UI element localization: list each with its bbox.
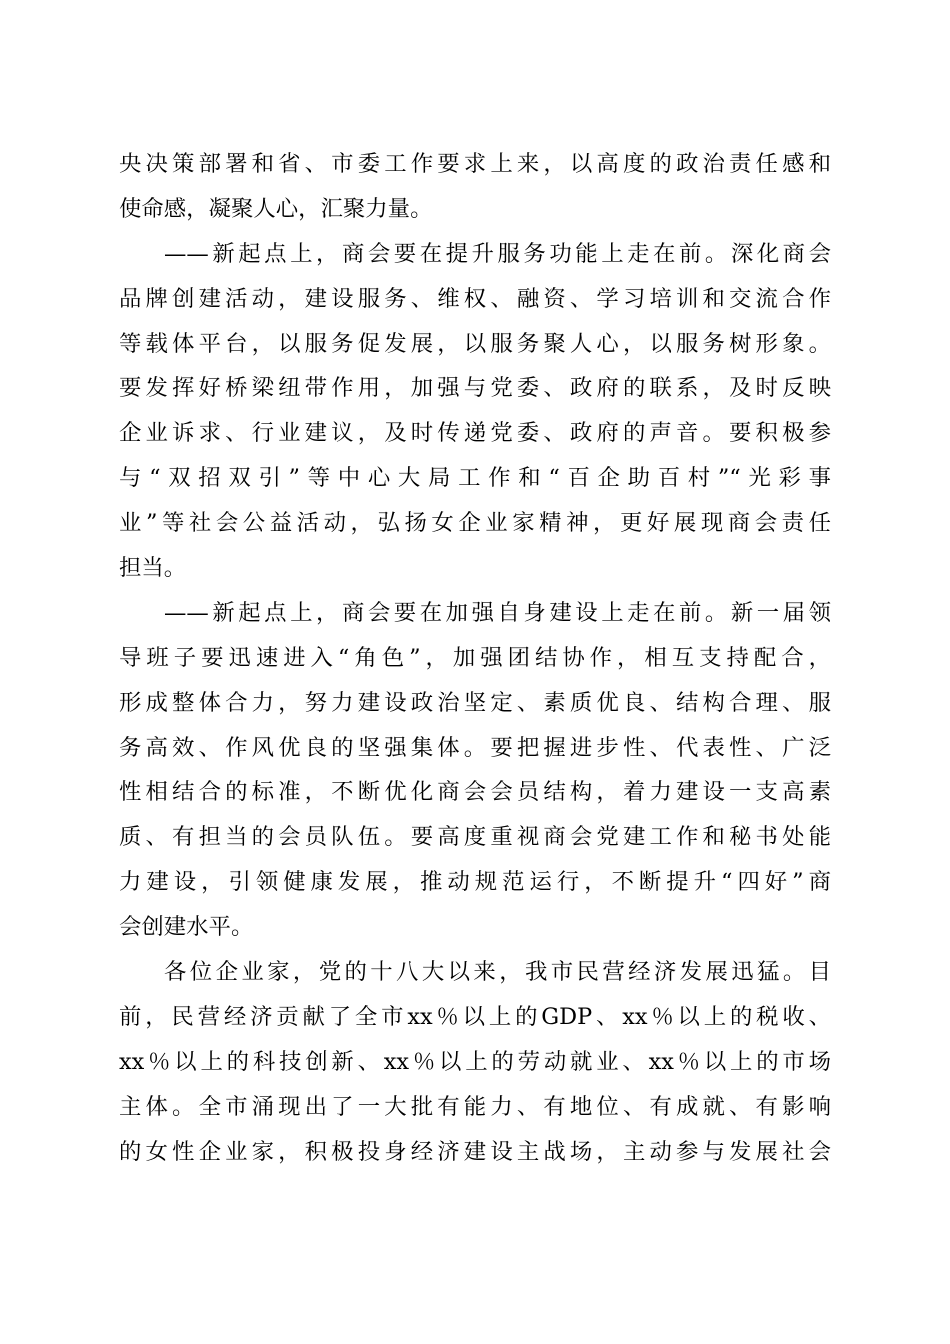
text-line-5: 等载体平台，以服务促发展，以服务聚人心，以服务树形象。	[119, 330, 831, 357]
text-line-20: 前，民营经济贡献了全市xx％以上的GDP、xx％以上的税收、	[119, 1003, 831, 1030]
text-line-13: 形成整体合力，努力建设政治坚定、素质优良、结构合理、服	[119, 689, 831, 716]
text-line-12: 导班子要迅速进入“角色”，加强团结协作，相互支持配合，	[119, 644, 831, 671]
text-line-22: 主体。全市涌现出了一大批有能力、有地位、有成就、有影响	[119, 1093, 831, 1120]
text-line-4: 品牌创建活动，建设服务、维权、融资、学习培训和交流合作	[119, 285, 831, 312]
text-line-19: 各位企业家，党的十八大以来，我市民营经济发展迅猛。目	[164, 959, 831, 986]
text-line-10: 担当。	[119, 555, 187, 582]
text-line-21: xx％以上的科技创新、xx％以上的劳动就业、xx％以上的市场	[119, 1048, 831, 1075]
text-line-18: 会创建水平。	[119, 914, 254, 941]
text-line-1: 央决策部署和省、市委工作要求上来，以高度的政治责任感和	[119, 151, 831, 177]
text-line-9: 业”等社会公益活动，弘扬女企业家精神，更好展现商会责任	[119, 510, 831, 537]
text-line-15: 性相结合的标准，不断优化商会会员结构，着力建设一支高素	[119, 779, 831, 806]
text-line-14: 务高效、作风优良的坚强集体。要把握进步性、代表性、广泛	[119, 734, 831, 761]
text-line-23: 的女性企业家，积极投身经济建设主战场，主动参与发展社会	[119, 1138, 831, 1165]
text-line-3: ——新起点上，商会要在提升服务功能上走在前。深化商会	[164, 240, 831, 267]
text-line-2: 使命感，凝聚人心，汇聚力量。	[119, 195, 433, 222]
text-line-8: 与“双招双引”等中心大局工作和“百企助百村”“光彩事	[119, 465, 831, 492]
document-body	[119, 142, 831, 1174]
text-line-11: ——新起点上，商会要在加强自身建设上走在前。新一届领	[164, 599, 831, 626]
text-line-7: 企业诉求、行业建议，及时传递党委、政府的声音。要积极参	[119, 420, 831, 447]
text-line-16: 质、有担当的会员队伍。要高度重视商会党建工作和秘书处能	[119, 824, 831, 851]
text-line-17: 力建设，引领健康发展，推动规范运行，不断提升“四好”商	[119, 869, 831, 896]
text-line-6: 要发挥好桥梁纽带作用，加强与党委、政府的联系，及时反映	[119, 375, 831, 402]
